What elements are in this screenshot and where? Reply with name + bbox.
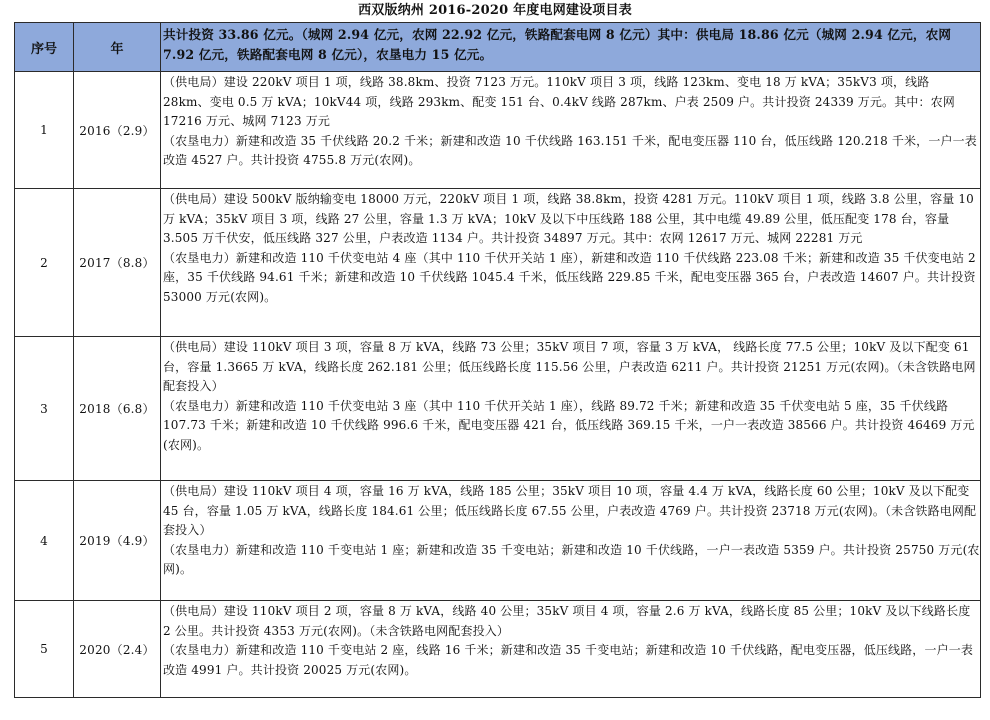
header-investment-summary[interactable]: 共计投资 33.86 亿元。（城网 2.94 亿元，农网 22.92 亿元，铁路配套电网 8 亿元）其中：供电局 18.86 亿元（城网 2.94 亿元，农网 7.92 亿元，铁路配套电网 8 亿元），农垦电力 15 亿元。 [161, 23, 981, 72]
cell-description[interactable] [161, 72, 981, 189]
cell-serial-number[interactable]: 5 [15, 601, 74, 698]
farm-power-text: （农垦电力）新建和改造 35 千伏线路 20.2 千米；新建和改造 10 千伏线路 163.151 千米，配电变压器 110 台，低压线路 120.218 千米，一户一表改造 4527 户。共计投资 4755.8 万元(农网)。 [163, 133, 977, 168]
table-title: 西双版纳州 2016-2020 年度电网建设项目表 [358, 3, 632, 18]
cell-year[interactable]: 2018（6.8） [74, 337, 161, 481]
header-serial-number[interactable]: 序号 [15, 23, 74, 72]
farm-power-text: （农垦电力）新建和改造 110 千伏变电站 4 座（其中 110 千伏开关站 1 座），新建和改造 110 千伏线路 223.08 千米；新建和改造 35 千伏变电站 2 座，35 千伏线路 94.61 千米；新建和改造 10 千伏线路 1045.4 千米，低压线路 229.85 千米，配电变压器 365 台，户表改造 14607 户。共计投资 53000 万元(农网)。 [163, 250, 976, 304]
project-table [14, 22, 981, 698]
farm-power-text: （农垦电力）新建和改造 110 千变电站 2 座，线路 16 千米；新建和改造 35 千变电站；新建和改造 10 千伏线路，配电变压器，低压线路，一户一表改造 4991 户。共计投资 20025 万元(农网)。 [163, 643, 974, 677]
cell-year[interactable]: 2019（4.9） [74, 481, 161, 601]
table-row [15, 189, 981, 337]
cell-serial-number[interactable]: 3 [15, 337, 74, 481]
cell-year[interactable]: 2016（2.9） [74, 72, 161, 189]
supply-bureau-text: （供电局）建设 220kV 项目 1 项，线路 38.8km、投资 7123 万元。110kV 项目 3 项，线路 123km、变电 18 万 kVA；35kV3 项，线路 28km、变电 0.5 万 kVA；10kV44 项，线路 293km、配变 151 台、0.4kV 线路 287km、户表 2509 户。共计投资 24339 万元。其中：农网 17216 万元、城网 7123 万元 [163, 75, 955, 129]
cell-year[interactable]: 2017（8.8） [74, 189, 161, 337]
table-row [15, 337, 981, 481]
supply-bureau-text: （供电局）建设 500kV 版纳输变电 18000 万元，220kV 项目 1 项，线路 38.8km，投资 4281 万元。110kV 项目 1 项，线路 3.8 公里，容量 10 万 kVA；35kV 项目 3 项，线路 27 公里，容量 1.3 万 kVA；10kV 及以下中压线路 188 公里，其中电缆 49.89 公里，低压配变 178 台，容量 3.505 万千伏安，低压线路 327 公里，户表改造 1134 户。共计投资 34897 万元。其中：农网 12617 万元、城网 22281 万元 [163, 192, 974, 246]
cell-description[interactable] [161, 481, 981, 601]
cell-description[interactable] [161, 601, 981, 698]
farm-power-text: （农垦电力）新建和改造 110 千伏变电站 3 座（其中 110 千伏开关站 1 座），线路 89.72 千米；新建和改造 35 千伏变电站 5 座，35 千伏线路 107.73 千米；新建和改造 10 千伏线路 996.6 千米，配电变压器 421 台，低压线路 369.15 千米，一户一表改造 38566 户。共计投资 46469 万元(农网)。 [163, 398, 975, 452]
table-row [15, 601, 981, 698]
table-row [15, 72, 981, 189]
header-row [15, 23, 981, 72]
farm-power-text: （农垦电力）新建和改造 110 千变电站 1 座；新建和改造 35 千变电站；新建和改造 10 千伏线路，一户一表改造 5359 户。共计投资 25750 万元(农网)。 [163, 542, 980, 577]
table-row [15, 481, 981, 601]
cell-year[interactable]: 2020（2.4） [74, 601, 161, 698]
cell-description[interactable] [161, 189, 981, 337]
supply-bureau-text: （供电局）建设 110kV 项目 2 项，容量 8 万 kVA，线路 40 公里；35kV 项目 4 项，容量 2.6 万 kVA，线路长度 85 公里；10kV 及以下线路长度 2 公里。共计投资 4353 万元(农网)。（未含铁路电网配套投入） [163, 604, 971, 638]
cell-serial-number[interactable]: 1 [15, 72, 74, 189]
supply-bureau-text: （供电局）建设 110kV 项目 3 项，容量 8 万 kVA，线路 73 公里；35kV 项目 7 项，容量 3 万 kVA， 线路长度 77.5 公里；10kV 及以下配变 61 台，容量 1.3665 万 kVA，线路长度 262.181 公里；低压线路长度 115.56 公里，户表改造 6211 户。共计投资 21251 万元(农网)。（未含铁路电网配套投入） [163, 340, 976, 394]
supply-bureau-text: （供电局）建设 110kV 项目 4 项，容量 16 万 kVA，线路 185 公里；35kV 项目 10 项，容量 4.4 万 kVA，线路长度 60 公里；10kV 及以下配变 45 台，容量 1.05 万 kVA，线路长度 184.61 公里；低压线路长度 67.55 公里，户表改造 4769 户。共计投资 23718 万元(农网)。（未含铁路电网配套投入） [163, 484, 977, 538]
header-year[interactable]: 年 [74, 23, 161, 72]
cell-serial-number[interactable]: 4 [15, 481, 74, 601]
cell-serial-number[interactable]: 2 [15, 189, 74, 337]
cell-description[interactable] [161, 337, 981, 481]
